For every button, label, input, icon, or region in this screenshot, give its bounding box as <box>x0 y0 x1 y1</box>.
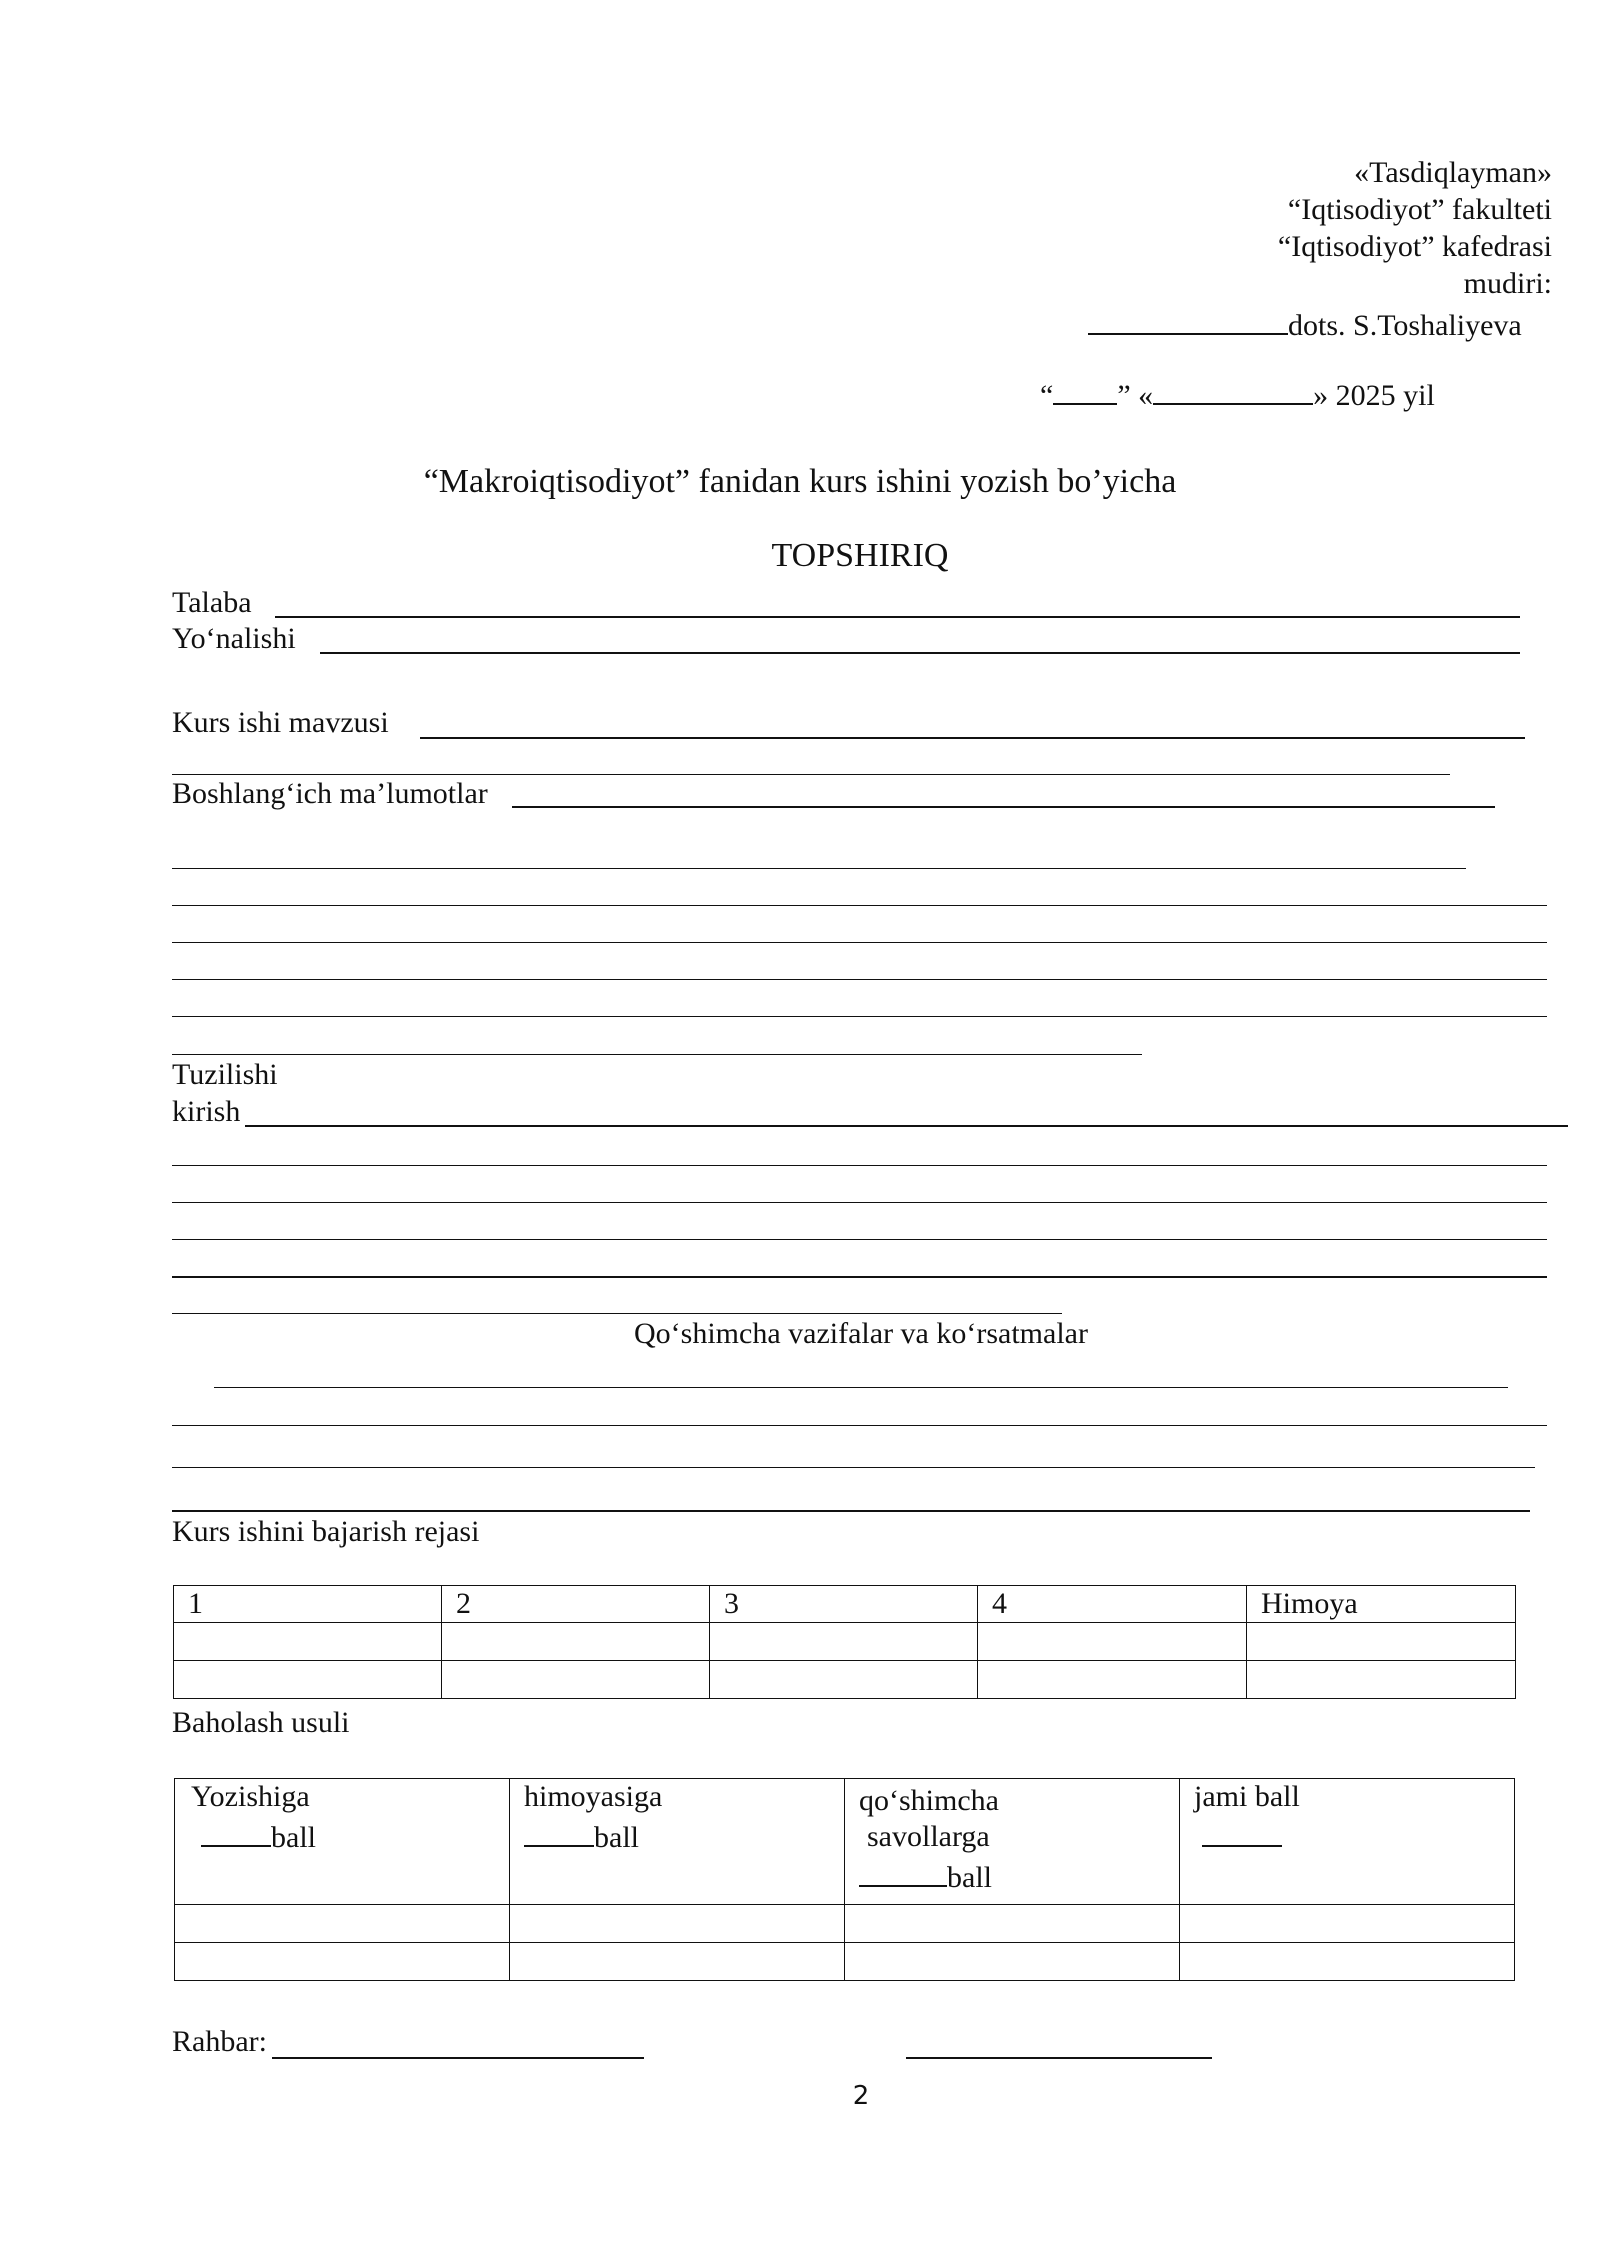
plan-cell <box>442 1661 710 1699</box>
day-blank <box>1053 373 1117 405</box>
eval-cell <box>1180 1943 1515 1981</box>
plan-cell <box>174 1623 442 1661</box>
month-blank <box>1153 373 1313 405</box>
plan-cell <box>710 1623 978 1661</box>
plan-header-1: 1 <box>174 1586 442 1623</box>
eval-cell <box>510 1905 845 1943</box>
student-line <box>275 616 1520 618</box>
additional-line-4 <box>172 1510 1530 1512</box>
structure-label: Tuzilishi <box>172 1058 278 1091</box>
eval-writing-label: Yozishiga <box>191 1780 310 1813</box>
structure-line-2 <box>172 1165 1547 1166</box>
eval-cell <box>175 1943 510 1981</box>
initial-data-line-6 <box>172 1016 1547 1017</box>
structure-line-4 <box>172 1239 1547 1240</box>
document-title: “Makroiqtisodiyot” fanidan kurs ishini yozish bo’yicha <box>423 463 1177 500</box>
student-label: Talaba <box>172 586 252 619</box>
eval-extra-unit: ball <box>947 1861 992 1894</box>
initial-data-line-4 <box>172 942 1547 943</box>
score-blank <box>859 1855 947 1887</box>
intro-line <box>245 1125 1568 1127</box>
additional-line-3 <box>172 1467 1535 1468</box>
plan-header-defense: Himoya <box>1247 1586 1516 1623</box>
signature-blank <box>1088 303 1288 335</box>
supervisor-name-line <box>272 2057 644 2059</box>
date-year: » 2025 yil <box>1313 379 1435 412</box>
document-subtitle: TOPSHIRIQ <box>771 537 949 574</box>
page-number: 2 <box>852 2081 870 2111</box>
score-blank <box>201 1815 271 1847</box>
plan-cell <box>978 1661 1247 1699</box>
direction-label: Yo‘nalishi <box>172 622 296 655</box>
eval-total-label: jami ball <box>1194 1780 1300 1813</box>
evaluation-label: Baholash usuli <box>172 1706 350 1739</box>
structure-line-6 <box>172 1313 1062 1314</box>
eval-cell <box>1180 1905 1515 1943</box>
initial-data-line-2 <box>172 868 1466 869</box>
eval-header-defense <box>510 1779 845 1905</box>
structure-line-5 <box>172 1276 1547 1278</box>
plan-header-3: 3 <box>710 1586 978 1623</box>
direction-line <box>320 652 1520 654</box>
plan-cell <box>710 1661 978 1699</box>
approval-date <box>1040 373 1435 414</box>
eval-defense-score <box>524 1815 844 1856</box>
initial-data-line <box>512 806 1495 808</box>
plan-header-2: 2 <box>442 1586 710 1623</box>
eval-extra-score <box>859 1855 1179 1896</box>
initial-data-line-7 <box>172 1054 1142 1055</box>
topic-line <box>420 737 1525 739</box>
initial-data-line-3 <box>172 905 1547 906</box>
plan-cell <box>1247 1661 1516 1699</box>
eval-writing-score <box>191 1815 509 1856</box>
eval-extra-label-2: savollarga <box>867 1820 990 1853</box>
topic-label: Kurs ishi mavzusi <box>172 706 389 739</box>
date-mid-quote: ” « <box>1117 379 1154 412</box>
approval-head: mudiri: <box>1463 267 1552 300</box>
initial-data-label: Boshlang‘ich ma’lumotlar <box>172 777 488 810</box>
eval-extra-label: qo‘shimcha <box>859 1784 999 1817</box>
approval-signature-line <box>1088 303 1522 344</box>
intro-label: kirish <box>172 1095 241 1128</box>
approval-faculty: “Iqtisodiyot” fakulteti <box>1287 193 1552 226</box>
eval-cell <box>845 1905 1180 1943</box>
plan-table <box>173 1585 1516 1699</box>
supervisor-label: Rahbar: <box>172 2025 267 2058</box>
eval-defense-label: himoyasiga <box>524 1780 663 1813</box>
plan-cell <box>174 1661 442 1699</box>
score-blank <box>524 1815 594 1847</box>
eval-cell <box>510 1943 845 1981</box>
approval-department: “Iqtisodiyot” kafedrasi <box>1277 230 1552 263</box>
eval-header-total <box>1180 1779 1515 1905</box>
eval-header-writing <box>175 1779 510 1905</box>
initial-data-line-5 <box>172 979 1547 980</box>
approval-signer: dots. S.Toshaliyeva <box>1288 309 1522 342</box>
additional-line-2 <box>172 1425 1547 1426</box>
plan-cell <box>1247 1623 1516 1661</box>
plan-cell <box>442 1623 710 1661</box>
date-open-quote: “ <box>1040 379 1054 412</box>
eval-header-extra <box>845 1779 1180 1905</box>
eval-cell <box>845 1943 1180 1981</box>
eval-writing-unit: ball <box>271 1821 316 1854</box>
evaluation-table <box>174 1778 1515 1981</box>
additional-heading: Qo‘shimcha vazifalar va ko‘rsatmalar <box>634 1317 1088 1350</box>
supervisor-signature-line <box>906 2057 1212 2059</box>
structure-line-3 <box>172 1202 1547 1203</box>
topic-line-2 <box>172 774 1450 775</box>
eval-defense-unit: ball <box>594 1821 639 1854</box>
plan-header-4: 4 <box>978 1586 1247 1623</box>
plan-label: Kurs ishini bajarish rejasi <box>172 1515 480 1548</box>
plan-cell <box>978 1623 1247 1661</box>
approval-heading: «Tasdiqlayman» <box>1354 156 1552 189</box>
additional-line-1 <box>214 1387 1508 1388</box>
eval-cell <box>175 1905 510 1943</box>
eval-total-score <box>1194 1815 1514 1856</box>
score-blank <box>1202 1815 1282 1847</box>
